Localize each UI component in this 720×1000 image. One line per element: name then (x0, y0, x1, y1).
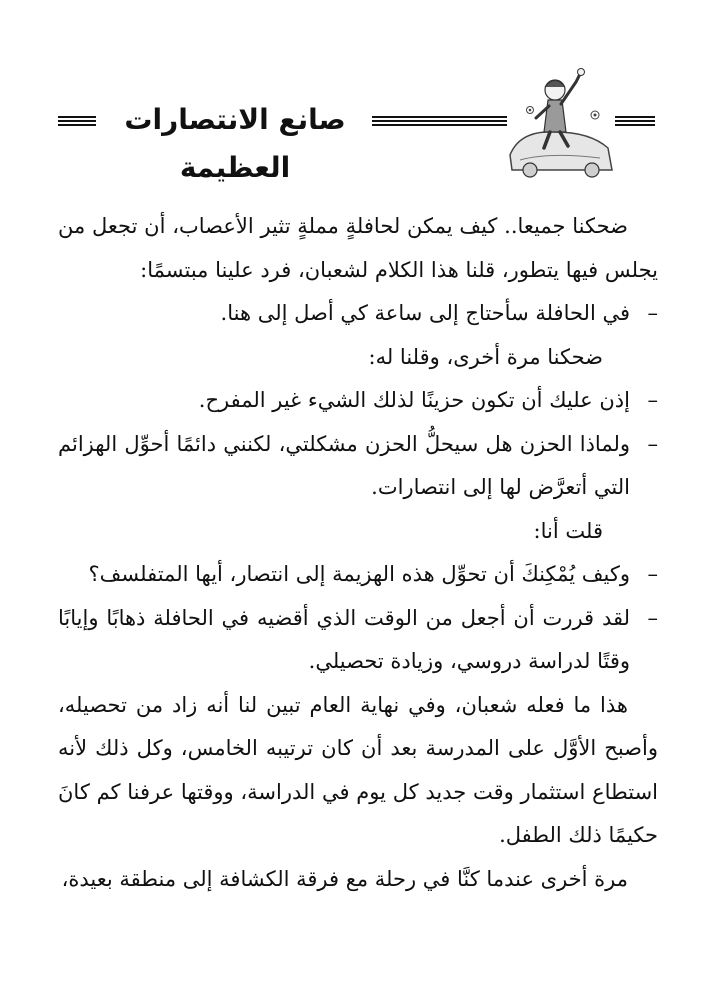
chapter-header (0, 60, 720, 184)
dash-mark: – (647, 301, 658, 325)
paragraph-3: قلت أنا: (533, 518, 603, 543)
decorative-rule-middle (372, 116, 507, 128)
dash-mark: – (647, 605, 658, 630)
decorative-rule-left (58, 116, 96, 128)
dialogue-text-5: لقد قررت أن أجعل من الوقت الذي أقضيه في الحافلة ذهابًا وإيابًا وقتًا لدراسة دروسي، وزيادة تحصيلي. (58, 605, 630, 673)
story-text (58, 205, 658, 901)
dialogue-text-4: وكيف يُمْكِنكَ أن تحوِّل هذه الهزيمة إلى انتصار، أيها المتفلسف؟ (88, 562, 630, 586)
boy-on-bus-illustration-icon (500, 60, 618, 178)
dialogue-line-5 (58, 597, 658, 684)
paragraph-4: هذا ما فعله شعبان، وفي نهاية العام تبين لنا أنه زاد من تحصيله، وأصبح الأوَّل على المدرسة بعد أن كان ترتيبه الخامس، وكل ذلك لأنه استطاع استثمار وقت جديد كل يوم في الدراسة، ووقتها عرفنا كم كانَ حكيمًا ذلك الطفل. (58, 692, 658, 847)
paragraph-1: ضحكنا جميعا.. كيف يمكن لحافلةٍ مملةٍ تثير الأعصاب، أن تجعل من يجلس فيها يتطور، قلنا هذا الكلام لشعبان، فرد علينا مبتسمًا: (58, 214, 658, 282)
dialogue-text-2: إذن عليك أن تكون حزينًا لذلك الشيء غير المفرح. (198, 388, 630, 412)
decorative-rule-right (615, 116, 655, 128)
dialogue-line-2 (58, 379, 658, 423)
paragraph-5: مرة أخرى عندما كنَّا في رحلة مع فرقة الكشافة إلى منطقة بعيدة، (61, 866, 628, 891)
dash-mark: – (647, 388, 658, 412)
dash-mark: – (647, 562, 658, 586)
dialogue-line-3 (58, 423, 658, 510)
paragraph-2: ضحكنا مرة أخرى، وقلنا له: (368, 344, 603, 369)
dialogue-line-4 (58, 553, 658, 597)
dialogue-text-3: ولماذا الحزن هل سيحلُّ الحزن مشكلتي، لكنني دائمًا أحوِّل الهزائم التي أتعرَّض لها إلى انتصارات. (58, 431, 630, 499)
dialogue-line-1 (58, 292, 658, 336)
dash-mark: – (647, 431, 658, 456)
chapter-title: صانع الانتصارات العظيمة (124, 103, 346, 184)
dialogue-text-1: في الحافلة سأحتاج إلى ساعة كي أصل إلى هنا. (220, 301, 630, 325)
